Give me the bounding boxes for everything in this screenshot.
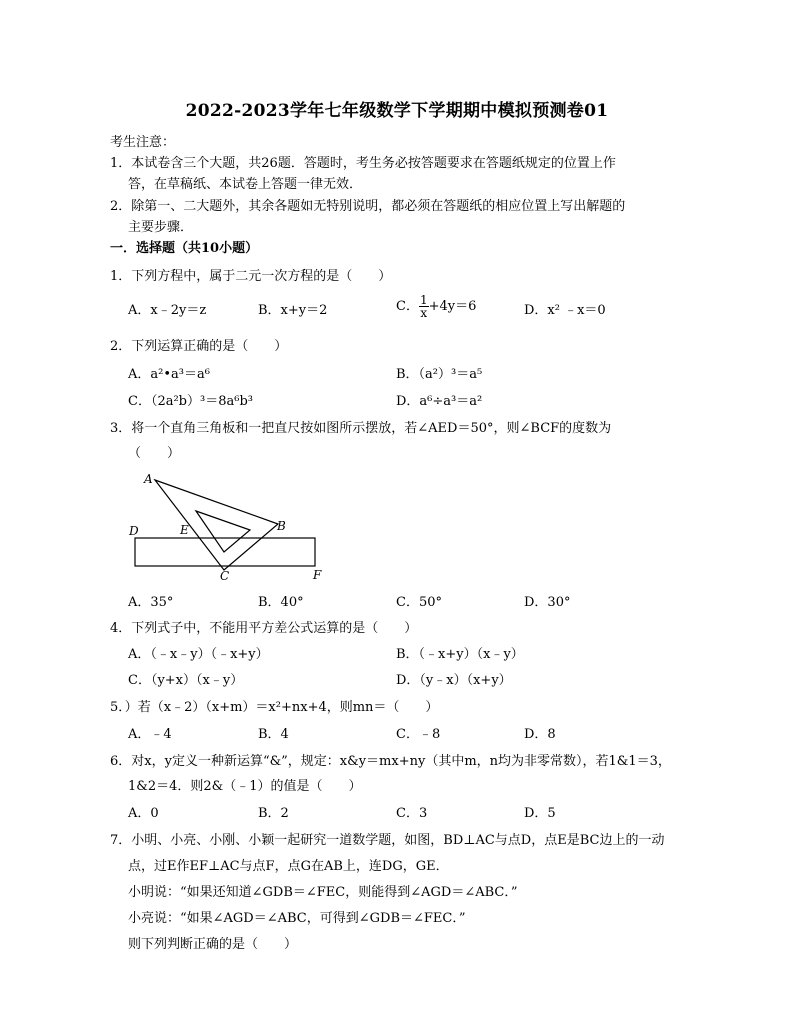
q4-option-a: A．（﹣x﹣y）（﹣x+y） [128,647,269,662]
question-7-line-5: 则下列判断正确的是（ ） [128,937,298,952]
question-6-stem: 6．对x，y定义一种新运算“&”，规定：x&y＝mx+ny（其中m，n均为非零常数），若1&1＝3， [110,754,671,769]
notice-item-1-cont: 答，在草稿纸、本试卷上答题一律无效． [128,177,363,192]
question-3-paren: （ ） [128,446,181,461]
question-5-stem: 5．）若（x﹣2）（x+m）＝x²+nx+4，则mn＝（ ） [110,700,439,715]
question-7-line-4: 小亮说：“如果∠AGD＝∠ABC，可得到∠GDB＝∠FEC．” [128,911,466,926]
q1-option-c-label: C． [396,299,419,314]
q6-option-a: A．0 [128,806,159,821]
q1-option-c [396,294,476,319]
q4-option-b: B．（﹣x+y）（x﹣y） [396,647,524,662]
q3-option-d: D．30° [524,595,571,610]
q5-option-b: B．4 [258,727,289,742]
q6-option-b: B．2 [258,806,289,821]
triangle-outer [155,480,278,570]
label-d: D [129,524,139,538]
q2-option-b: B．（a²）³＝a⁵ [396,367,483,382]
q1-fraction-num: 1 [419,293,428,307]
question-3-stem: 3．将一个直角三角板和一把直尺按如图所示摆放，若∠AED＝50°，则∠BCF的度数为 [110,421,612,436]
q5-option-c: C．﹣8 [396,727,441,742]
q5-option-a: A．﹣4 [128,727,172,742]
q5-option-d: D．8 [524,727,556,742]
q1-fraction [419,294,429,319]
question-7-line-3: 小明说：“如果还知道∠GDB＝∠FEC，则能得到∠AGD＝∠ABC．” [128,885,518,900]
q1-fraction-den: x [420,306,428,320]
ruler [135,538,315,566]
q2-option-c: C．（2a²b）³＝8a⁶b³ [128,394,253,409]
q4-option-d: D．（y﹣x）（x+y） [396,673,512,688]
q3-option-c: C．50° [396,595,442,610]
q1-option-d: D．x² ﹣x＝0 [524,303,606,318]
q6-option-d: D．5 [524,806,556,821]
q4-option-c: C．（y+x）（x﹣y） [128,673,244,688]
q1-option-c-rest: +4y＝6 [428,299,477,314]
q6-option-c: C．3 [396,806,428,821]
question-6-stem-cont: 1&2＝4．则2&（﹣1）的值是（ ） [128,779,362,794]
page-title: 2022-2023学年七年级数学下学期期中模拟预测卷01 [185,101,609,121]
q1-option-b: B．x+y＝2 [258,303,328,318]
label-a: A [144,472,153,486]
question-4-stem: 4．下列式子中，不能用平方差公式运算的是（ ） [110,621,418,636]
notice-item-2-cont: 主要步骤． [128,220,194,235]
q2-option-d: D．a⁶÷a³＝a² [396,394,483,409]
q1-option-a: A．x﹣2y＝z [128,303,207,318]
section-heading: 一．选择题（共10小题） [110,241,259,256]
question-1-stem: 1．下列方程中，属于二元一次方程的是（ ） [110,269,392,284]
q3-option-b: B．40° [258,595,304,610]
notice-item-2: 2．除第一、二大题外，其余各题如无特别说明，都必须在答题纸的相应位置上写出解题的 [110,199,626,214]
question-7-stem: 7．小明、小亮、小刚、小颖一起研究一道数学题，如图，BD⊥AC与点D，点E是BC边上的一动 [110,833,665,848]
label-f: F [313,568,322,582]
triangle-inner [196,511,250,552]
label-e: E [180,523,189,537]
label-c: C [220,569,230,583]
q2-option-a: A．a²•a³＝a⁶ [128,367,210,382]
question-7-line-2: 点，过E作EF⊥AC与点F，点G在AB上，连DG，GE． [128,859,449,874]
question-2-stem: 2．下列运算正确的是（ ） [110,339,288,354]
q3-figure [120,466,340,586]
q3-option-a: A．35° [128,595,174,610]
notice-heading: 考生注意： [110,135,176,150]
notice-item-1: 1．本试卷含三个大题，共26题．答题时，考生务必按答题要求在答题纸规定的位置上作 [110,156,616,171]
label-b: B [277,519,286,533]
